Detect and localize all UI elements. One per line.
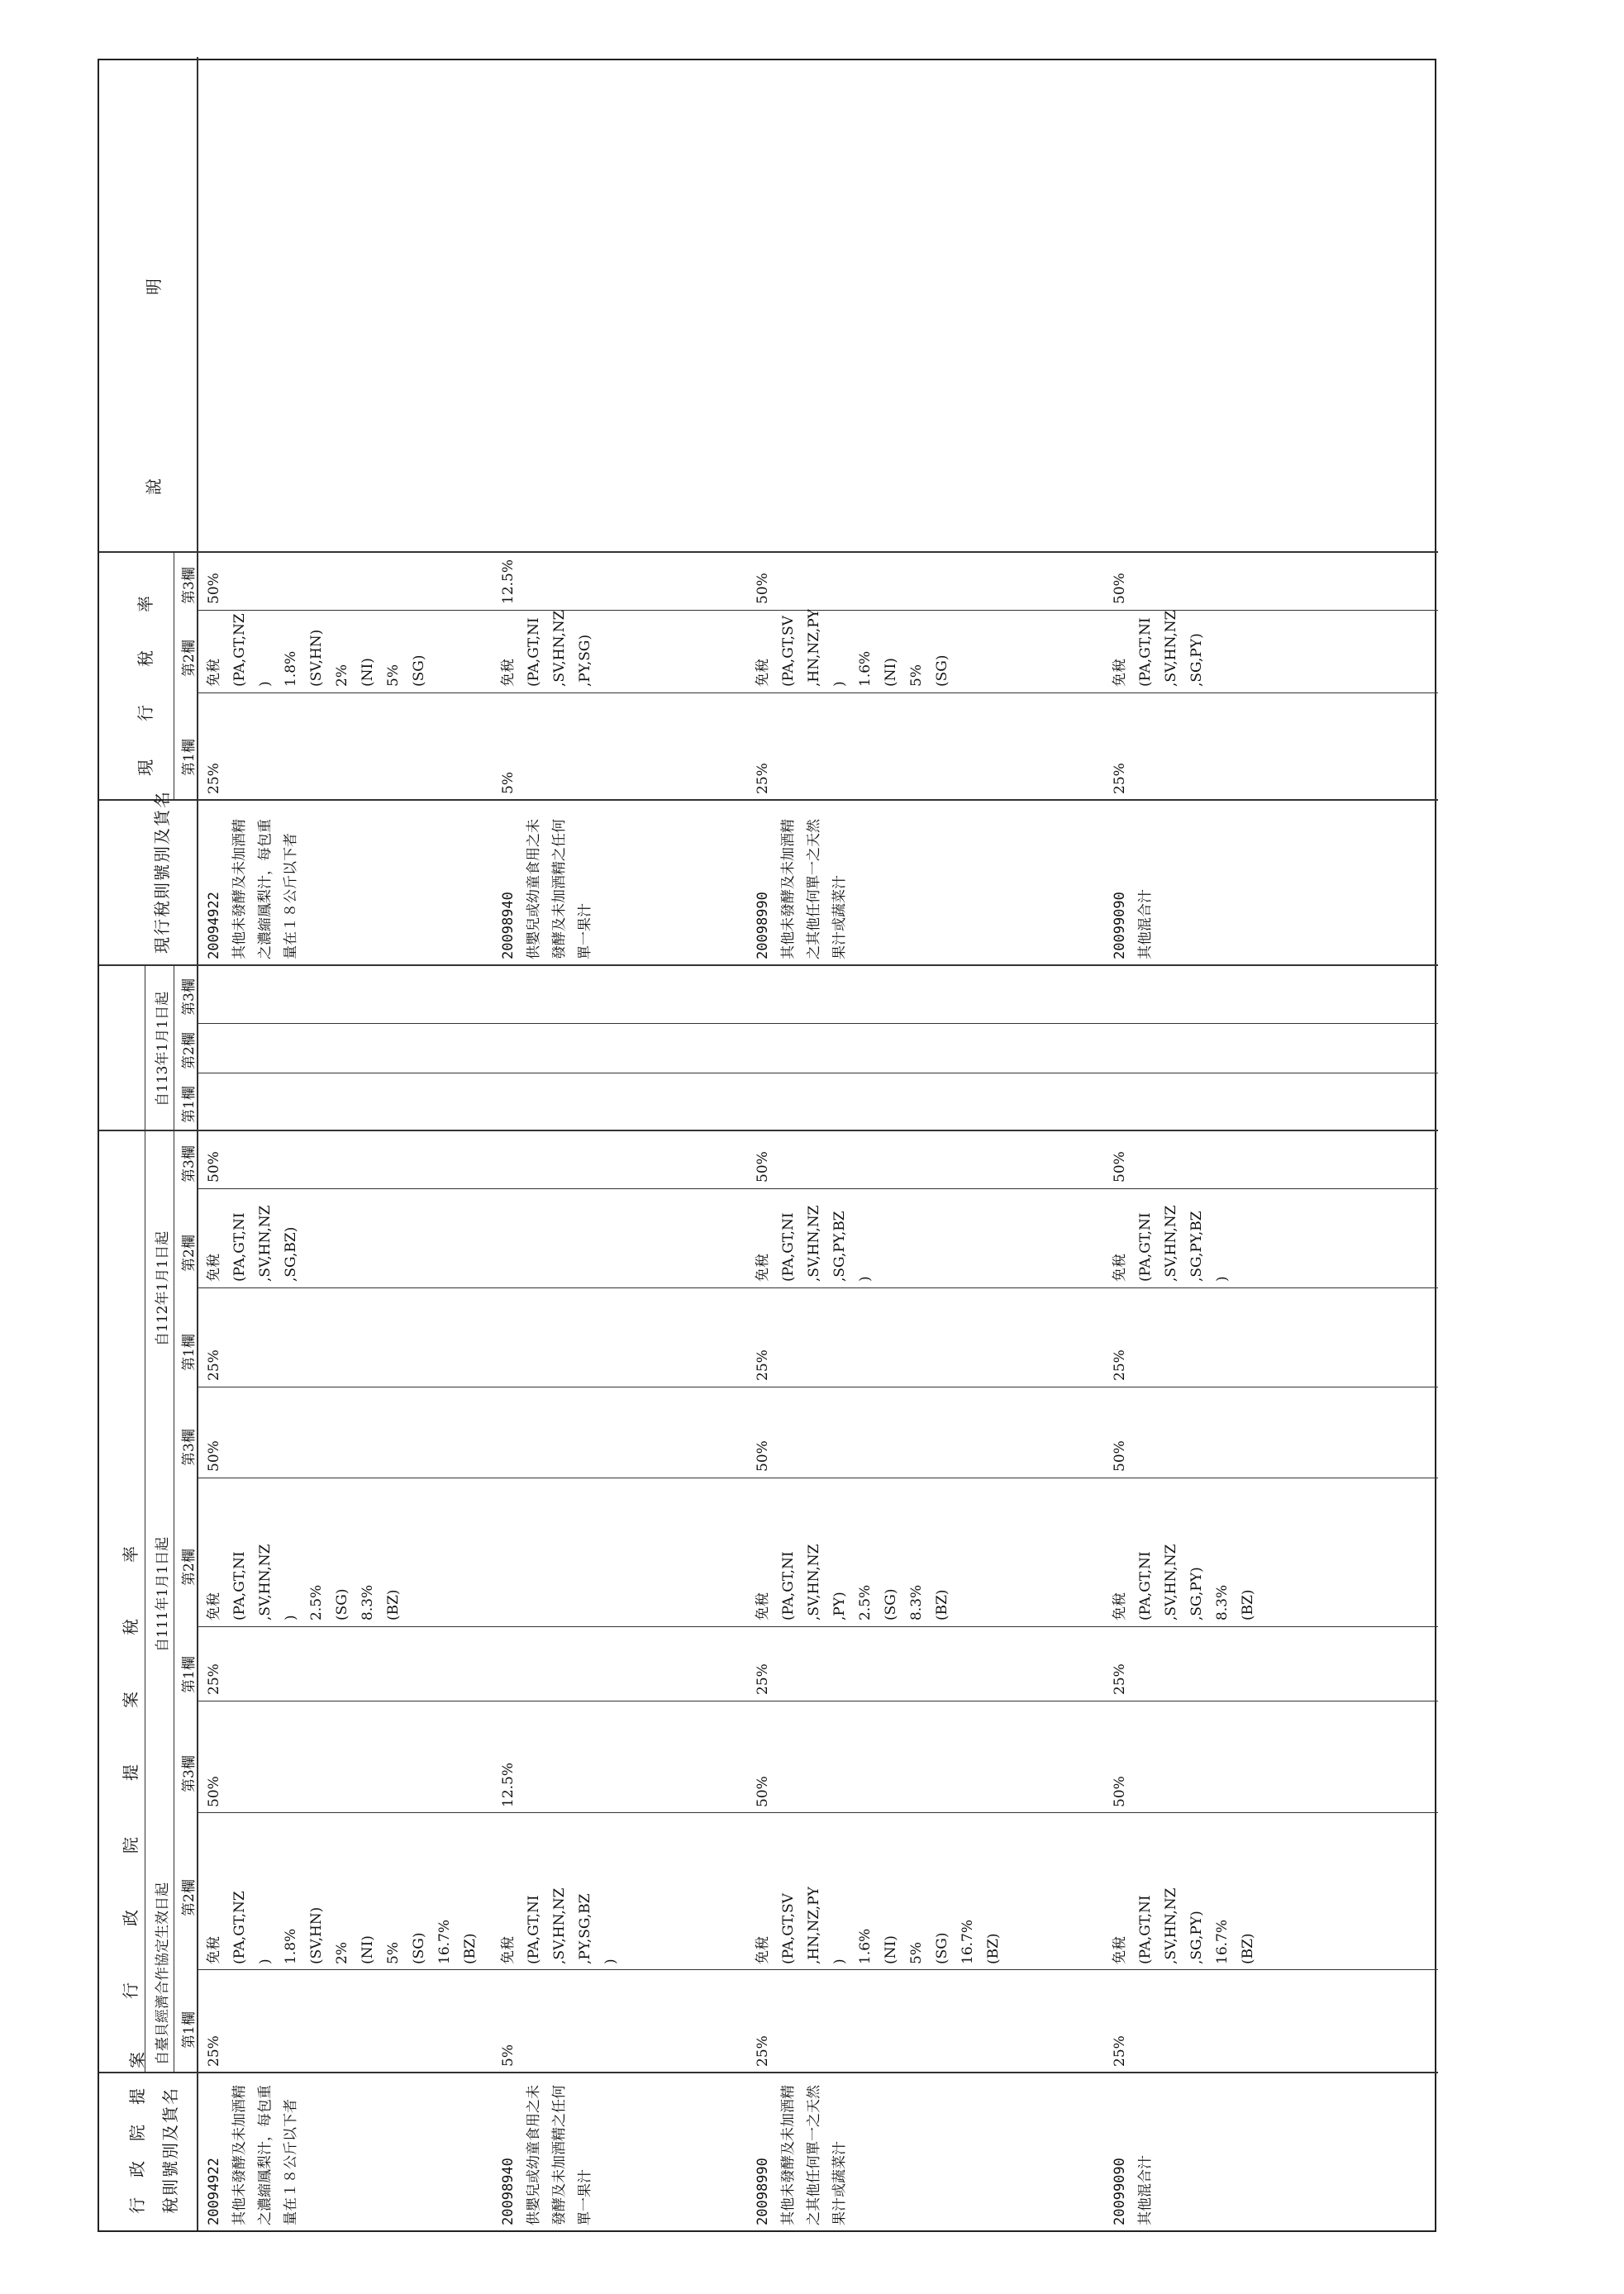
rate-cell: 免稅 (PA,GT,NI ,SV,HN,NZ ,SG,PY) 8.3% (BZ) (1112, 1544, 1256, 1621)
col2-label: 第2欄 (181, 1549, 198, 1586)
rate-cell: 免稅 (PA,GT,NI ,SV,HN,NZ ,SG,BZ) (206, 1205, 299, 1282)
current-goods-description: 供嬰兒或幼童食用之未 發酵及未加酒精之任何 單一果汁 (526, 819, 593, 959)
rate-cell: 25% (755, 1349, 771, 1381)
current-rate-cell: 12.5% (500, 559, 517, 604)
current-rate-header: 現 行 稅 率 (136, 594, 155, 776)
period-a-label: 自臺貝經濟合作協定生效日起 (155, 1882, 171, 2065)
current-goods-description: 其他未發酵及未加酒精 之濃縮鳳梨汁，每包重 量在１８公斤以下者 (231, 819, 299, 959)
rate-cell: 25% (1112, 1663, 1128, 1695)
current-code-header: 現行稅則號別及貨名 (152, 790, 172, 954)
current-rate-cell: 25% (1112, 763, 1128, 794)
current-rate-cell: 免稅 (PA,GT,NZ ) 1.8% (SV,HN) 2% (NI) 5% (SG) (206, 613, 427, 687)
col1-label: 第1欄 (181, 2011, 198, 2049)
proposed-code-header: 行 政 院 提 案 (127, 2050, 147, 2214)
rate-cell: 免稅 (PA,GT,NI ,SV,HN,NZ ,SG,PY) 16.7% (BZ) (1112, 1887, 1256, 1964)
current-rate-cell: 50% (1112, 573, 1128, 604)
rate-cell: 5% (500, 2044, 517, 2067)
col1-label: 第1欄 (181, 739, 198, 776)
goods-description: 供嬰兒或幼童食用之未 發酵及未加酒精之任何 單一果汁 (526, 2085, 593, 2225)
rate-cell: 25% (755, 1663, 771, 1695)
col2-label: 第2欄 (181, 640, 198, 677)
col-divider (99, 551, 1438, 553)
rate-cell: 50% (206, 1776, 222, 1807)
rate-cell: 50% (1112, 1776, 1128, 1807)
tariff-code: 20094922 (206, 2158, 222, 2225)
goods-description: 其他未發酵及未加酒精 之其他任何單一之天然 果汁或蔬菜汁 (780, 2085, 848, 2225)
period-d-label: 自113年1月1日起 (155, 991, 171, 1107)
col1-label: 第1欄 (181, 1086, 198, 1123)
current-tariff-code: 20094922 (206, 892, 222, 959)
current-rate-cell: 免稅 (PA,GT,NI ,SV,HN,NZ ,PY,SG) (500, 610, 593, 687)
col3-label: 第3欄 (181, 978, 198, 1016)
rate-cell: 50% (1112, 1440, 1128, 1472)
col2-label: 第2欄 (181, 1879, 198, 1916)
current-tariff-code: 20098990 (755, 892, 771, 959)
current-rate-cell: 5% (500, 772, 517, 794)
remarks-header: 說 明 (144, 277, 164, 495)
rate-cell: 50% (755, 1440, 771, 1472)
tariff-code: 20098990 (755, 2158, 771, 2225)
current-goods-description: 其他混合汁 (1137, 889, 1154, 959)
rate-cell: 25% (755, 2035, 771, 2067)
proposed-code-header-2: 稅則號別及貨名 (160, 2087, 180, 2214)
current-goods-description: 其他未發酵及未加酒精 之其他任何單一之天然 果汁或蔬菜汁 (780, 819, 848, 959)
col-divider (99, 799, 1438, 801)
rate-cell: 免稅 (PA,GT,NI ,SV,HN,NZ ,SG,PY,BZ ) (755, 1205, 874, 1282)
current-rate-cell: 25% (206, 763, 222, 794)
current-rate-cell: 25% (755, 763, 771, 794)
rate-cell: 25% (1112, 1349, 1128, 1381)
tariff-code: 20099090 (1112, 2158, 1128, 2225)
rate-cell: 25% (206, 1349, 222, 1381)
current-rate-cell: 50% (755, 573, 771, 604)
rate-cell: 12.5% (500, 1762, 517, 1807)
col3-label: 第3欄 (181, 567, 198, 604)
rate-cell: 25% (206, 2035, 222, 2067)
col3-label: 第3欄 (181, 1145, 198, 1183)
rate-cell: 50% (755, 1776, 771, 1807)
rate-cell: 50% (1112, 1151, 1128, 1183)
rate-cell: 免稅 (PA,GT,NZ ) 1.8% (SV,HN) 2% (NI) 5% (SG) 16.7% (BZ) (206, 1891, 479, 1964)
goods-description: 其他未發酵及未加酒精 之濃縮鳳梨汁，每包重 量在１８公斤以下者 (231, 2085, 299, 2225)
tariff-table (98, 59, 1436, 2232)
exec-yuan-rate-header: 行 政 院 提 案 稅 率 (121, 1544, 140, 1999)
rate-cell: 50% (755, 1151, 771, 1183)
col3-label: 第3欄 (181, 1429, 198, 1466)
col1-label: 第1欄 (181, 1656, 198, 1693)
rate-cell: 免稅 (PA,GT,NI ,SV,HN,NZ ,SG,PY,BZ ) (1112, 1205, 1231, 1282)
rate-cell: 免稅 (PA,GT,NI ,SV,HN,NZ ) 2.5% (SG) 8.3% (BZ) (206, 1544, 402, 1621)
rate-cell: 25% (206, 1663, 222, 1695)
current-tariff-code: 20099090 (1112, 892, 1128, 959)
goods-description: 其他混合汁 (1137, 2155, 1154, 2225)
period-c-label: 自112年1月1日起 (155, 1230, 171, 1346)
current-rate-cell: 免稅 (PA,GT,SV ,HN,NZ,PY ) 1.6% (NI) 5% (SG) (755, 609, 950, 687)
col-divider (99, 1130, 1438, 1131)
rate-cell: 免稅 (PA,GT,NI ,SV,HN,NZ ,PY,SG,BZ ) (500, 1887, 619, 1964)
col-divider (99, 2072, 1438, 2073)
rate-cell: 25% (1112, 2035, 1128, 2067)
current-rate-cell: 50% (206, 573, 222, 604)
tariff-code: 20098940 (500, 2158, 517, 2225)
rate-cell: 50% (206, 1440, 222, 1472)
rate-cell: 免稅 (PA,GT,NI ,SV,HN,NZ ,PY) 2.5% (SG) 8.3% (BZ) (755, 1544, 950, 1621)
current-tariff-code: 20098940 (500, 892, 517, 959)
rate-cell: 50% (206, 1151, 222, 1183)
col1-label: 第1欄 (181, 1334, 198, 1371)
col2-label: 第2欄 (181, 1032, 198, 1069)
current-rate-cell: 免稅 (PA,GT,NI ,SV,HN,NZ ,SG,PY) (1112, 610, 1205, 687)
period-b-label: 自111年1月1日起 (155, 1536, 171, 1652)
col-divider (99, 964, 1438, 966)
col3-label: 第3欄 (181, 1755, 198, 1792)
rate-cell: 免稅 (PA,GT,SV ,HN,NZ,PY ) 1.6% (NI) 5% (SG) 16.7% (BZ) (755, 1887, 1002, 1964)
col2-label: 第2欄 (181, 1235, 198, 1272)
